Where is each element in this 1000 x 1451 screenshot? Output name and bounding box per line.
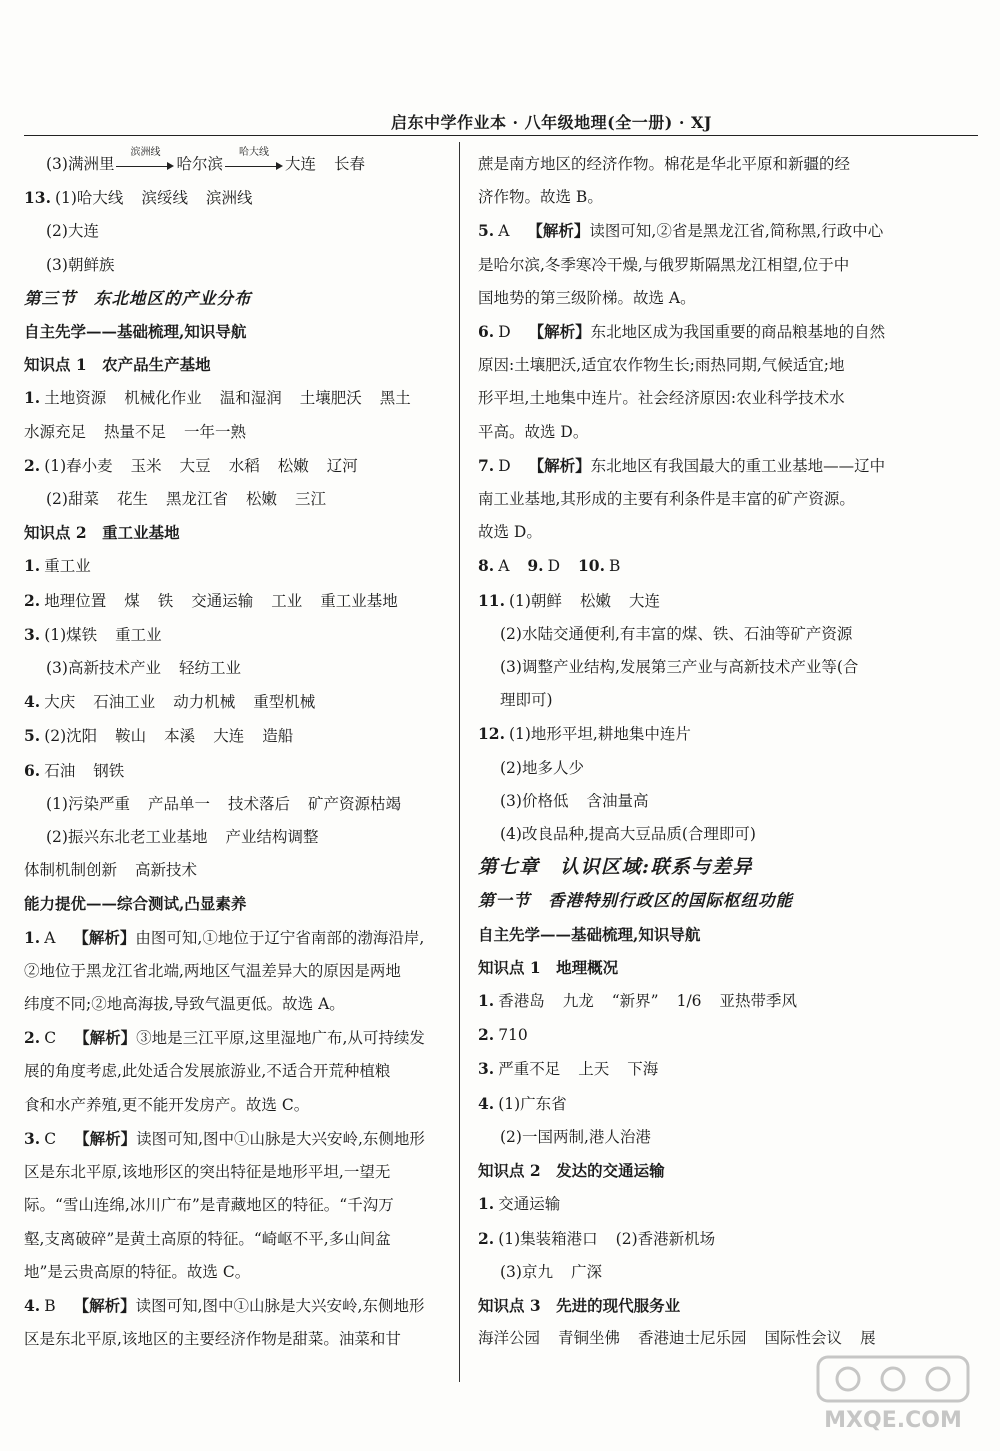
kp2-answer-1: 1. 重工业	[24, 556, 91, 576]
watermark-logo	[808, 1355, 978, 1433]
kp1-answer-2: 2. (1)春小麦 玉米 大豆 水稻 松嫩 辽河	[24, 455, 358, 475]
answer-11-2: (2)水陆交通便利,有丰富的煤、铁、石油等矿产资源	[500, 624, 853, 643]
watermark-glyph-icon	[927, 1368, 949, 1390]
answer-3: 3. C 【解析】读图可知,图中①山脉是大兴安岭,东侧地形 区是东北平原,该地形区的突出特征是地形平坦,一望无 际。“雪山连绵,冰川广布”是青藏地区的特征。“千沟万 壑,支离破碎”是黄土高原的特征。“崎岖不平,多山间盆 地”是云贵高原的特征。故选 C。	[24, 1128, 425, 1281]
answer-11-3-cont: 理即可)	[500, 691, 553, 710]
answer-4: 4. B 【解析】读图可知,图中①山脉是大兴安岭,东侧地形 区是东北平原,该地区的主要经济作物是甜菜。油菜和甘	[24, 1295, 425, 1349]
kp2-answer-3-3: (3)高新技术产业 轻纺工业	[46, 659, 241, 678]
watermark-text: MXQE.COM	[824, 1408, 962, 1433]
answer-12: 12. (1)地形平坦,耕地集中连片	[478, 724, 691, 744]
route-line	[24, 148, 448, 181]
kp2-answer-5: 5. (2)沈阳 鞍山 本溪 大连 造船	[24, 726, 294, 746]
arrow-label: 哈大线	[238, 147, 269, 158]
answer-12-4: (4)改良品种,提高大豆品质(合理即可)	[500, 825, 756, 844]
answer-11-3: (3)调整产业结构,发展第三产业与高新技术产业等(合	[500, 658, 859, 677]
kp1-answer-2-2: (2)甜菜 花生 黑龙江省 松嫩 三江	[46, 490, 327, 509]
answer-11: 11. (1)朝鲜 松嫩 大连	[478, 590, 660, 610]
knowledge-point-heading: 知识点 2 发达的交通运输	[478, 1161, 665, 1181]
arrow-head-icon	[276, 162, 283, 170]
watermark-glyph-icon	[882, 1368, 904, 1390]
hk-answer-4-2: (2)一国两制,港人治港	[500, 1127, 651, 1146]
kp2-answer-4: 4. 大庆 石油工业 动力机械 重型机械	[24, 692, 316, 712]
answer-4-cont: 蔗是南方地区的经济作物。棉花是华北平原和新疆的经	[478, 155, 851, 173]
hk-answer-4: 4. (1)广东省	[478, 1093, 567, 1113]
watermark-badge-icon	[818, 1357, 968, 1401]
subsection-heading: 自主先学——基础梳理,知识导航	[24, 322, 247, 342]
left-column	[24, 148, 448, 1356]
hk-answer-2: 2. 710	[478, 1025, 528, 1045]
transport-answer-2: 2. (1)集装箱港口 (2)香港新机场	[478, 1228, 716, 1248]
station-dalian: 大连	[284, 155, 316, 173]
column-divider	[459, 142, 460, 1382]
kp2-answer-3: 3. (1)煤铁 重工业	[24, 624, 162, 644]
section-title: 第一节 香港特别行政区的国际枢纽功能	[478, 891, 793, 911]
answer-2: 2. C 【解析】③地是三江平原,这里湿地广布,从可持续发 展的角度考虑,此处适合发展旅游业,不适合开荒种植粮 食和水产养殖,更不能开发房产。故选 C。	[24, 1028, 425, 1114]
arrow-head-icon	[167, 162, 174, 170]
answer-1: 1. A 【解析】由图可知,①地位于辽宁省南部的渤海沿岸, ②地位于黑龙江省北端,两地区气温差异大的原因是两地 纬度不同;②地高海拔,导致气温更低。故选 A。	[24, 927, 425, 1014]
answer-13-2: (2)大连	[46, 222, 99, 241]
hk-answer-1: 1. 香港岛 九龙 “新界” 1/6 亚热带季风	[478, 991, 798, 1011]
answer-12-2: (2)地多人少	[500, 758, 584, 777]
station-changchun: 长春	[334, 155, 366, 173]
answer-7: 7. D 【解析】东北地区有我国最大的重工业基地——辽中 南工业基地,其形成的主要有利条件是丰富的矿产资源。 故选 D。	[478, 455, 886, 542]
section-title: 第三节 东北地区的产业分布	[24, 288, 252, 308]
answer-13-3: (3)朝鲜族	[46, 255, 115, 274]
kp2-answer-6-2: (2)振兴东北老工业基地 产业结构调整	[46, 828, 319, 847]
kp2-answer-6-2-cont: 体制机制创新 高新技术	[24, 861, 198, 880]
knowledge-point-heading: 知识点 3 先进的现代服务业	[478, 1295, 681, 1315]
route-arrow-hada	[225, 147, 283, 172]
kp1-answer-1: 1. 土地资源 机械化作业 温和湿润 土壤肥沃 黑土	[24, 388, 411, 408]
arrow-label: 滨洲线	[130, 147, 161, 158]
answer-13: 13. (1)哈大线 滨绥线 滨洲线	[24, 188, 253, 208]
kp1-answer-1-cont: 水源充足 热量不足 一年一熟	[24, 422, 247, 441]
answer-5: 5. A 【解析】读图可知,②省是黑龙江省,简称黑,行政中心 是哈尔滨,冬季寒冷干燥,与俄罗斯隔黑龙江相望,位于中 国地势的第三级阶梯。故选 A。	[478, 221, 884, 307]
hk-answer-3: 3. 严重不足 上天 下海	[478, 1059, 659, 1079]
watermark-glyph-icon	[837, 1368, 859, 1390]
kp2-answer-6-1: (1)污染严重 产品单一 技术落后 矿产资源枯竭	[46, 794, 402, 813]
answer-4-cont: 济作物。故选 B。	[478, 188, 603, 207]
transport-answer-1: 1. 交通运输	[478, 1194, 561, 1214]
kp2-answer-2: 2. 地理位置 煤 铁 交通运输 工业 重工业基地	[24, 590, 398, 610]
page-header: 启东中学作业本 · 八年级地理(全一册) · XJ	[390, 113, 712, 132]
header-rule	[24, 135, 978, 136]
station-harbin: 哈尔滨	[176, 155, 223, 173]
right-column	[478, 148, 964, 1355]
answer-6: 6. D 【解析】东北地区成为我国重要的商品粮基地的自然 原因:土壤肥沃,适宜农作物生长;雨热同期,气候适宜;地 形平坦,土地集中连片。社会经济原因:农业科学技术水 平高。故选 D。	[478, 322, 886, 441]
service-answer-1: 海洋公园 青铜坐佛 香港迪士尼乐园 国际性会议 展	[478, 1329, 876, 1348]
route-arrow-binzhou	[116, 147, 174, 172]
knowledge-point-heading: 知识点 2 重工业基地	[24, 523, 180, 543]
answers-8-10: 8. A 9. D 10. B	[478, 556, 621, 576]
transport-answer-2-3: (3)京九 广深	[500, 1262, 602, 1281]
knowledge-point-heading: 知识点 1 农产品生产基地	[24, 355, 211, 375]
subsection-heading: 自主先学——基础梳理,知识导航	[478, 924, 701, 944]
kp2-answer-6: 6. 石油 钢铁	[24, 760, 125, 780]
station-manzhouli: (3)满洲里	[46, 155, 115, 173]
chapter-title: 第七章 认识区域:联系与差异	[478, 856, 754, 879]
subsection-heading: 能力提优——综合测试,凸显素养	[24, 894, 247, 914]
answer-12-3: (3)价格低 含油量高	[500, 791, 649, 810]
knowledge-point-heading: 知识点 1 地理概况	[478, 957, 619, 977]
